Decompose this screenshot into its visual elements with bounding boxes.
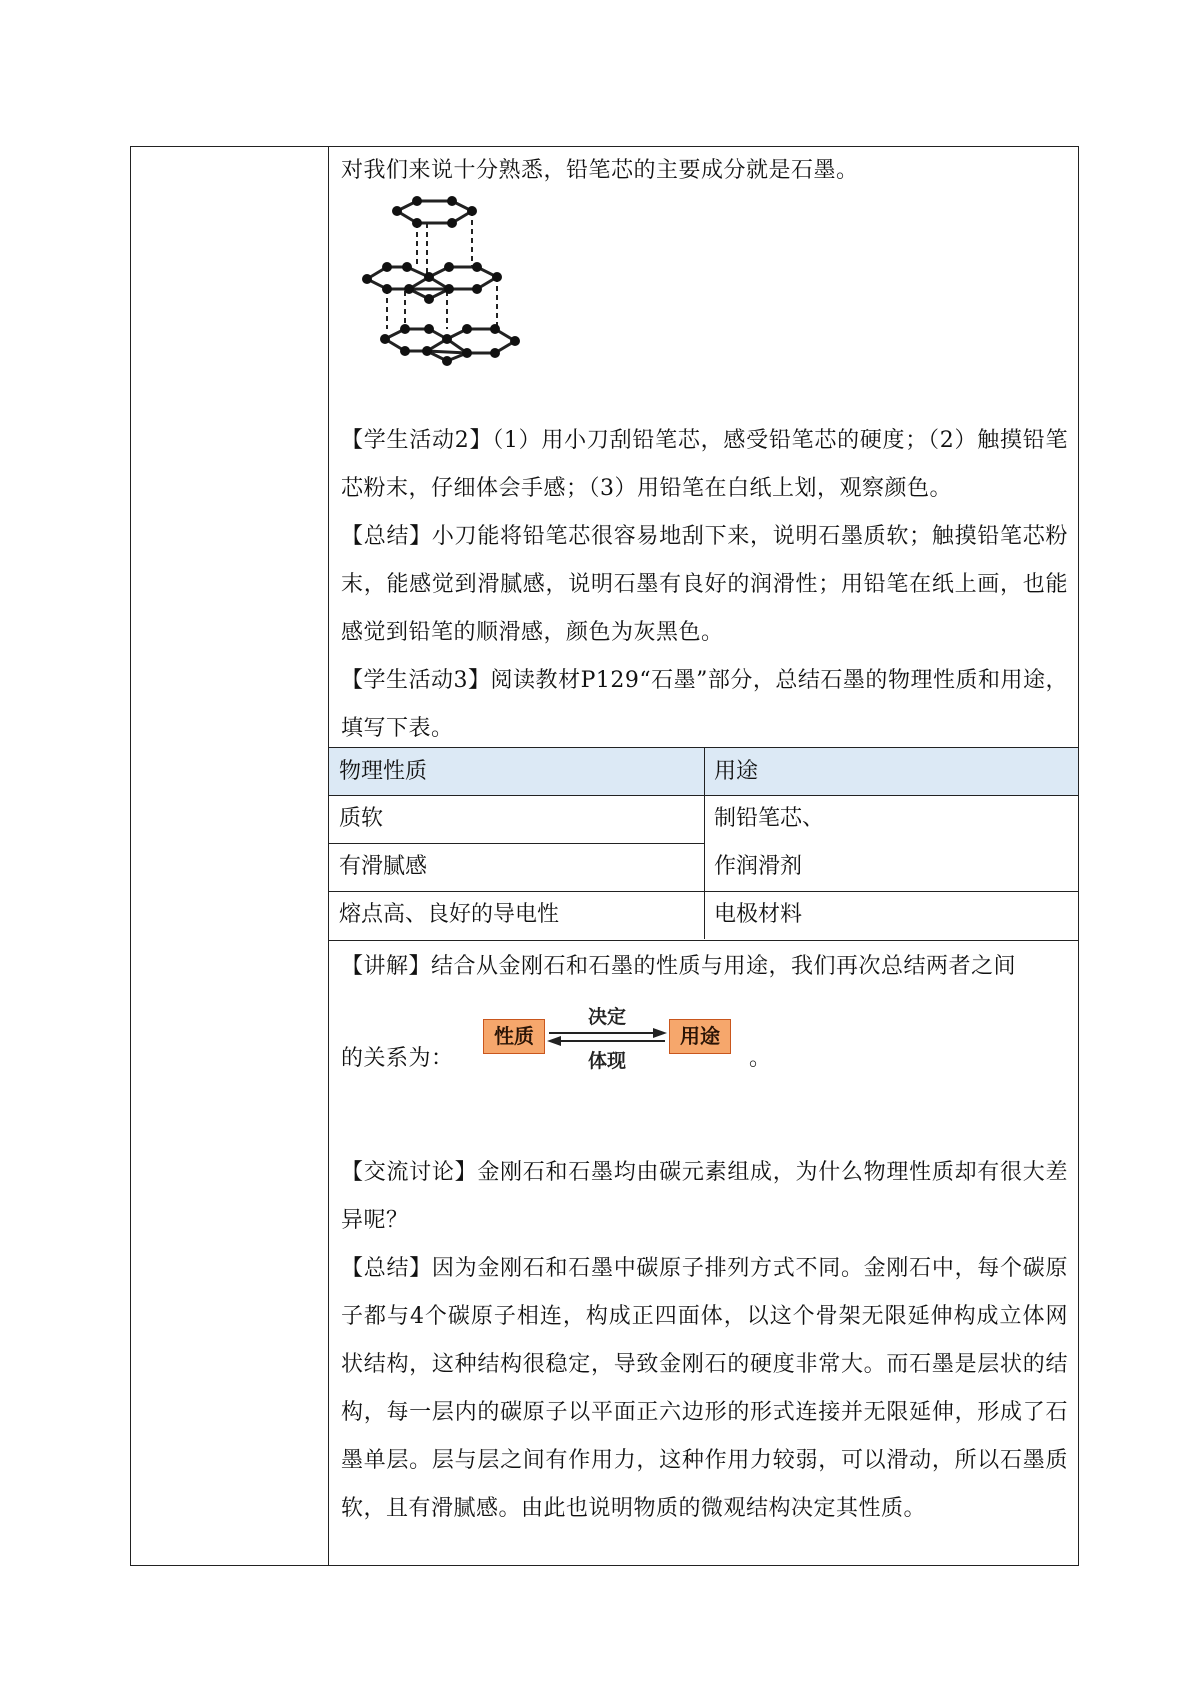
right-column [329,147,1078,1565]
lesson-table [130,146,1079,1566]
graphite-structure-illustration [347,195,547,395]
student-activity-2: 【学生活动2】（1）用小刀刮铅笔芯，感受铅笔芯的硬度；（2）触摸铅笔芯粉末，仔细体会手感；（3）用铅笔在白纸上划，观察颜色。 [341,428,1068,501]
explain-line-2-prefix: 的关系为： [341,1046,454,1071]
left-column [131,147,329,1565]
properties-uses-table [329,747,1078,941]
property-box: 性质 [483,1019,545,1054]
row-use-1-line2: 作润滑剂 [714,854,803,879]
use-box: 用途 [669,1019,731,1054]
relationship-diagram [479,1002,739,1072]
row-use-1-line1: 制铅笔芯、 [714,806,825,831]
reflect-label: 体现 [587,1050,626,1072]
row-property-1: 质软 [339,806,384,831]
double-arrow-icon [545,1028,669,1046]
row-use-3: 电极材料 [714,902,803,927]
summary-2: 【总结】因为金刚石和石墨中碳原子排列方式不同。金刚石中，每个碳原子都与4个碳原子相连，构成正四面体，以这个骨架无限延伸构成立体网状结构，这种结构很稳定，导致金刚石的硬度非常大。而石墨是层状的结构，每一层内的碳原子以平面正六边形的形式连接并无限延伸，形成了石墨单层。层与层之间有作用力，这种作用力较弱，可以滑动，所以石墨质软，且有滑腻感。由此也说明物质的微观结构决定其性质。 [341,1256,1068,1521]
student-activity-3: 【学生活动3】阅读教材P129“石墨”部分，总结石墨的物理性质和用途，填写下表。 [341,668,1068,741]
summary-1: 【总结】小刀能将铅笔芯很容易地刮下来，说明石墨质软；触摸铅笔芯粉末，能感觉到滑腻感，说明石墨有良好的润滑性；用铅笔在纸上画，也能感觉到铅笔的顺滑感，颜色为灰黑色。 [341,524,1068,645]
discussion-text: 【交流讨论】金刚石和石墨均由碳元素组成，为什么物理性质却有很大差异呢？ [341,1160,1068,1233]
row-property-2: 有滑腻感 [339,854,428,879]
decide-label: 决定 [587,1006,626,1028]
intro-text: 对我们来说十分熟悉，铅笔芯的主要成分就是石墨。 [341,158,859,183]
header-use: 用途 [704,748,1078,795]
header-property: 物理性质 [329,748,704,795]
explain-line-1: 【讲解】结合从金刚石和石墨的性质与用途，我们再次总结两者之间 [341,954,1017,979]
row-property-3: 熔点高、良好的导电性 [339,902,560,927]
explain-line-2-suffix: 。 [749,1046,772,1071]
